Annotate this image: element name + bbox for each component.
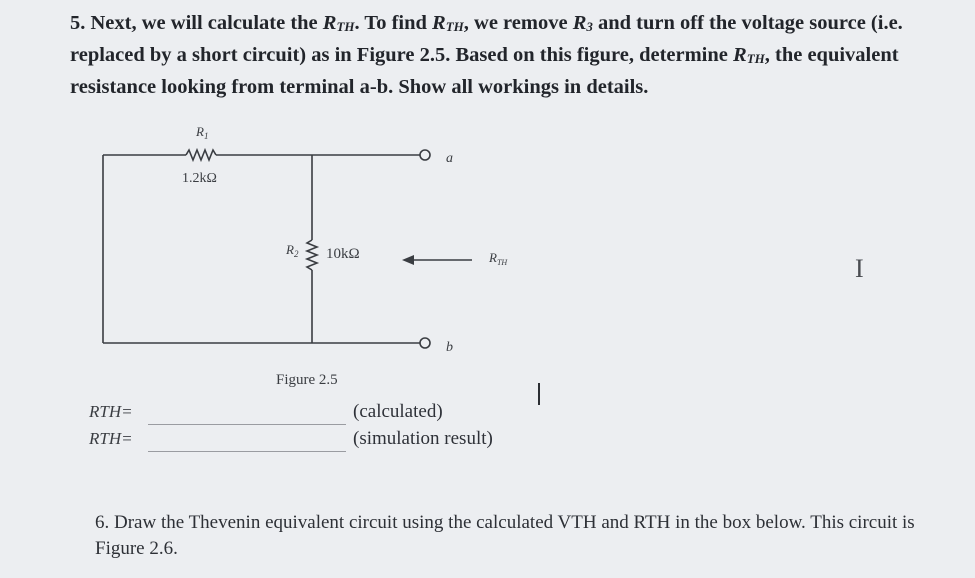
- q5-part-4: and turn off the voltage source (i.e. replaced by a short circuit) as in Figure 2.5. Based on this figure, determine: [70, 12, 903, 66]
- text-caret: [538, 383, 540, 405]
- terminal-b-node: [420, 338, 430, 348]
- rth-label: $R_{TH}$: [489, 250, 508, 267]
- resistor-r1: [186, 150, 216, 160]
- r2-label: $R_2$: [286, 242, 299, 259]
- rth-symbol: $R_{TH}$: [733, 44, 765, 66]
- rth-symbol: $R_{TH}$: [432, 12, 464, 34]
- r1-label: $R_1$: [196, 124, 209, 141]
- r1-value: 1.2kΩ: [182, 171, 217, 186]
- terminal-b-label: b: [446, 340, 453, 355]
- terminal-a-node: [420, 150, 430, 160]
- q5-part-5: , the equivalent resistance looking from terminal a-b. Show all workings in details.: [70, 44, 899, 98]
- rth-symbol: $R_{TH}$: [322, 12, 355, 34]
- answer-note-calculated: (calculated): [353, 401, 443, 422]
- answer-blank-calculated[interactable]: [148, 424, 346, 425]
- q5-part-3: , we remove: [463, 12, 573, 34]
- answer-blank-simulation[interactable]: [148, 451, 346, 452]
- text-cursor-icon: I: [855, 254, 864, 283]
- rth-arrow-head: [402, 255, 414, 265]
- answer-note-simulation: (simulation result): [353, 428, 493, 449]
- resistor-r2: [307, 240, 317, 270]
- figure-caption: Figure 2.5: [276, 372, 338, 388]
- r3-symbol: $R_3$: [572, 12, 593, 34]
- q5-part-1: 5. Next, we will calculate the: [70, 12, 323, 34]
- answer-label-simulation: RTH=: [89, 429, 133, 448]
- q5-part-2: . To find: [354, 12, 433, 34]
- question-6-text: 6. Draw the Thevenin equivalent circuit using the calculated VTH and RTH in the box below. This circuit is Figure 2.6.: [95, 512, 915, 559]
- answer-label-calculated: RTH=: [89, 402, 133, 421]
- r2-value: 10kΩ: [326, 246, 360, 262]
- terminal-a-label: a: [446, 151, 453, 166]
